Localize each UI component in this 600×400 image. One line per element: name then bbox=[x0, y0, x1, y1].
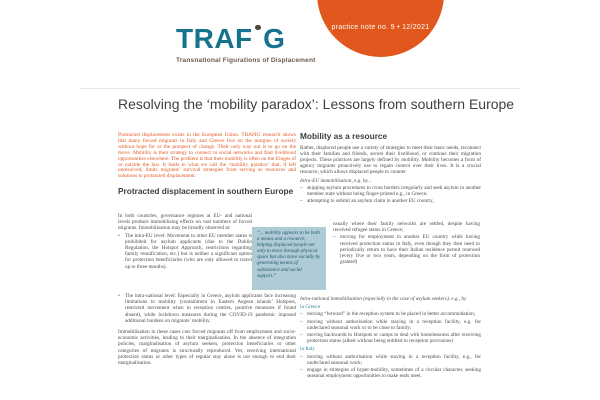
left-bullet-intra-eu: • The intra-EU level: Movement to other EU member states is prohibited for asylum applicants (due to the Dublin Regulation, the Hotspot Approach, restrictions regarding family reunification, etc.) but is neither a significant option for protection beneficiaries (who are only allowed to travel up to three months). bbox=[118, 233, 252, 270]
right-column-bottom bbox=[300, 296, 481, 379]
right-column-top bbox=[300, 132, 481, 204]
logo-dot-icon bbox=[255, 25, 261, 31]
left-paragraph-2: Immobilisation in these cases cuts forced migrants off from employment and socio-economic activities, leading to their marginalisation. In the absence of integration policies, marginalisation of asylum seekers, protection beneficiaries or other categories of migrants is structurally reproduced. Yet, receiving international protection status or other types of regular stay alone is not enough to end their marginalisation. bbox=[118, 329, 296, 367]
trafig-wordmark bbox=[176, 25, 316, 53]
right-bullet-skipping: – skipping asylum procedures to cross borders irregularly and seek asylum in another member state without being finger-printed e.g., in Greece; bbox=[300, 185, 481, 197]
left-column-narrow bbox=[118, 213, 252, 270]
right-bullet-attempting: – attempting to submit an asylum claim in another EU country, bbox=[300, 198, 481, 204]
logo-subtitle: Transnational Figurations of Displacement bbox=[176, 57, 316, 64]
logo-text-pre: TRAF bbox=[176, 23, 253, 54]
left-bullet-intra-national: • The intra-national level: Especially in Greece, asylum applicants face increasing limitations to mobility (containment in Eastern Aegean islands’ Hotspots, restricted movement when in reception centres, punitive measures if found absent), while lockdown measures during the COVID-19 pandemic imposed additional burdens on migrants’ mobility. bbox=[118, 293, 296, 324]
issue-badge-circle bbox=[317, 0, 444, 57]
issue-badge-text: practice note no. 9 • 12/2021 bbox=[331, 24, 430, 31]
left-paragraph-1: In both countries, governance regimes at EU- and national levels produce immobilising effects on vast numbers of forced migrants. Immobilisation may be broadly observed at: bbox=[118, 213, 252, 232]
italy-bullet-hyper-mobility: – engage in strategies of hyper-mobility, sometimes of a circular character, seeking seasonal employment opportunities to make ends meet. bbox=[300, 367, 481, 379]
intra-eu-label: Intra-EU immobilisation, e.g. by... bbox=[300, 177, 372, 184]
right-column-indented bbox=[333, 221, 480, 265]
intra-national-label: Intra-national immobilisation (especially in the case of asylum seekers), e.g., by bbox=[300, 296, 467, 302]
left-column-top bbox=[118, 133, 296, 197]
intro-paragraph: Protracted displacement exists in the European Union. TRAFIG research shows that many forced migrants in Italy and Greece live on the margins of society without hope for or the prospect of change. Their only way out is to go on the move. Mobility is their strategy to connect to social networks and find livelihood opportunities elsewhere. The problem is that their mobility is often on the fringes of or outside the law. It leads to what we call the ‘mobility paradox’ that, if left unresolved, limits migrants’ survival strategies from serving as resources and solutions to protracted displacement. bbox=[118, 132, 296, 180]
right-paragraph-1: Rather, displaced people use a variety of strategies to meet their basic needs, reconnect with their families and friends, secure their livelihood, or continue their migration projects. These practices are largely defined by mobility. Mobility becomes a form of agency migrants proactively use to regain control over their lives. It is a crucial resource, which allows displaced people to counter bbox=[300, 144, 481, 176]
trafig-logo bbox=[176, 25, 316, 64]
page-title: Resolving the ‘mobility paradox’: Lessons from southern Europe bbox=[118, 96, 515, 112]
greece-label: in Greece bbox=[300, 304, 321, 311]
section-heading-protracted: Protracted displacement in southern Europe bbox=[118, 186, 294, 197]
section-heading-mobility: Mobility as a resource bbox=[300, 131, 388, 141]
greece-bullet-forward: – moving “forward” in the reception system to be placed in better accommodation; bbox=[300, 311, 481, 317]
pull-quote-box: “... mobility appears to be both a means and a resource, helping displaced people not only to move through physical space but also move socially by generating means of subsistence and social support.” bbox=[252, 227, 326, 290]
right-bullet-attempting-continued: usually where their family networks are settled, despite having received refugee status in Greece; bbox=[333, 221, 480, 234]
italy-label: in Italy bbox=[300, 346, 315, 353]
italy-bullet-authorisation: – moving without authorisation while staying in a reception facility, e.g., for undeclared seasonal work; bbox=[300, 354, 481, 366]
title-divider-rule bbox=[80, 88, 520, 89]
logo-text-post: G bbox=[263, 23, 286, 54]
greece-bullet-authorisation: – moving without authorisation while staying in a reception facility, e.g. for undeclared seasonal work or to be close to family; bbox=[300, 319, 481, 331]
left-column-bottom bbox=[118, 292, 296, 366]
greece-bullet-backwards: – moving backwards to Hotspots or camps to deal with homelessness after receiving protection status (albeit without being entitled to reception provisions) bbox=[300, 332, 481, 344]
right-bullet-employment: – moving for employment in another EU country while having received protection status in Italy, even though they then need to periodically return to have their Italian residence permit renewed (every five or two years, depending on the form of protection granted) bbox=[333, 234, 480, 265]
